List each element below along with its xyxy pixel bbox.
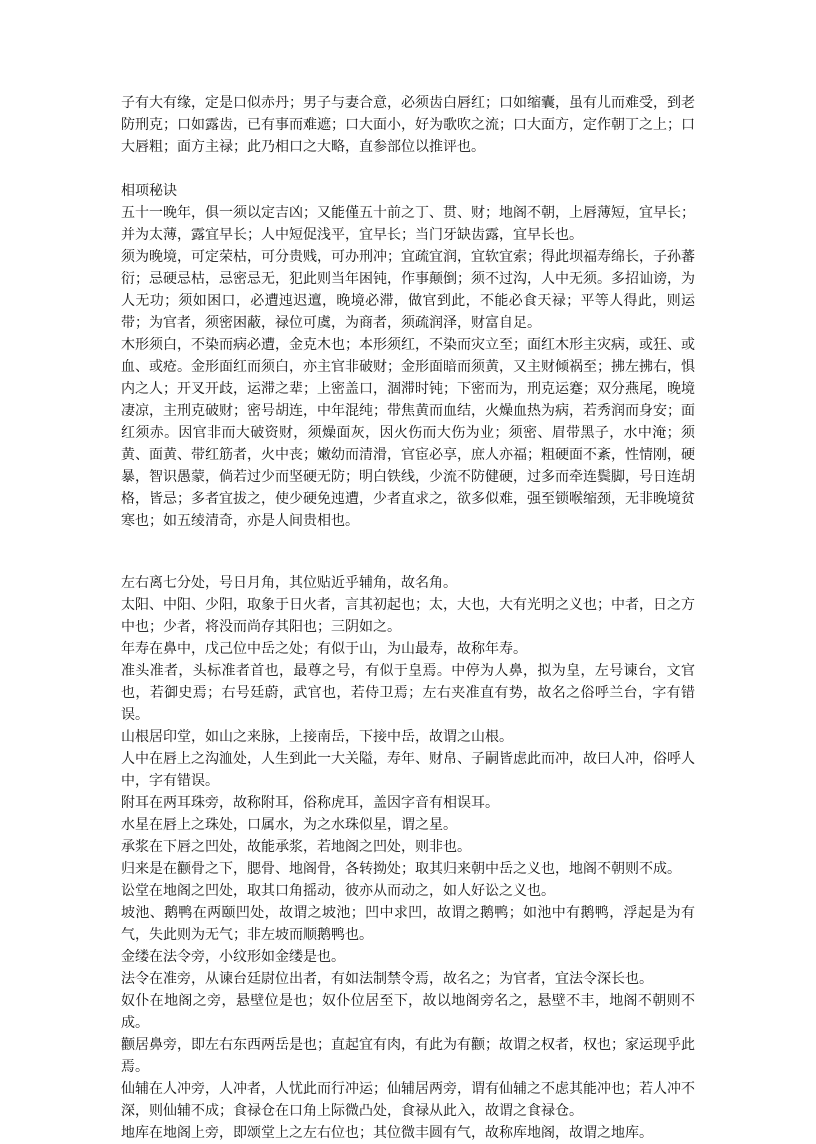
intro-paragraph: 子有大有缘，定是口似赤丹；男子与妻合意，必须齿白唇红；口如缩囊，虽有儿而难受，到老防刑克；口如露齿，已有事而难遮；口大面小，好为歌吹之流；口大面方，定作朝丁之上；口大唇粗；面方主禄；此乃相口之大略，直参部位以推评也。	[121, 95, 695, 155]
entry-line: 承浆在下唇之凹处，故能承浆，若地阁之凹处，则非也。	[121, 839, 471, 855]
entry-line: 颧居鼻旁，即左右东西两岳是也；直起宜有肉，有此为有颧；故谓之权者，权也；家运现乎此焉。	[121, 1037, 695, 1075]
entry-line: 坡池、鹅鸭在两颐凹处，故谓之坡池；凹中求凹，故谓之鹅鸭；如池中有鹅鸭，浮起是为有气，失此则为无气；非左坡而顺鹅鸭也。	[121, 905, 695, 943]
entry-line: 金缕在法令旁，小纹形如金缕是也。	[121, 949, 345, 965]
document-page	[121, 92, 695, 1144]
entry-line: 奴仆在地阁之旁，悬壁位是也；奴仆位居至下，故以地阁旁名之，悬壁不丰，地阁不朝则不成。	[121, 993, 695, 1031]
entry-line: 地库在地阁上旁，即颂堂上之左右位也；其位微丰圆有气，故称库地阁，故谓之地库。	[121, 1125, 653, 1141]
entry-line: 准头准者，头标准者首也，最尊之号，有似于皇焉。中停为人鼻，拟为皇，左号谏台，文官也，若御史焉；右号廷蔚，武官也，若侍卫焉；左右夹准直有势，故名之俗呼兰台，字有错误。	[121, 663, 695, 723]
entry-line: 法令在准旁，从谏台廷尉位出者，有如法制禁令焉，故名之；为官者，宜法令深长也。	[121, 971, 653, 987]
entry-line: 太阳、中阳、少阳，取象于日火者，言其初起也；太，大也，大有光明之义也；中者，日之方中也；少者，将没而尚存其阳也；三阴如之。	[121, 597, 695, 635]
entry-line: 附耳在两耳珠旁，故称附耳，俗称虎耳，盖因字音有相误耳。	[121, 795, 499, 811]
entry-line: 讼堂在地阁之凹处，取其口角摇动，彼亦从而动之，如人好讼之义也。	[121, 883, 555, 899]
entry-line: 年寿在鼻中，戊己位中岳之处；有似于山，为山最寿，故称年寿。	[121, 641, 527, 657]
entry-line: 左右离七分处，号日月角，其位贴近乎辅角，故名角。	[121, 575, 457, 591]
entry-line: 山根居印堂，如山之来脉，上接南岳，下接中岳，故谓之山根。	[121, 729, 513, 745]
section-title: 相项秘诀	[121, 183, 177, 199]
section-paragraph: 须为晚境，可定荣枯，可分贵贱，可办刑冲；宜疏宜润，宜软宜索；得此坝福寿绵长，子孙蕃衍；忌硬忌枯，忌密忌无，犯此则当年困钝，作事颠倒；须不过沟，人中无须。多招讪谤，为人无功；须如困口，必遭迍迟邅，晚境必滞，做官到此，不能必食天禄；平等人得此，则运带；为官者，须密困蔽，禄位可虞，为商者，须疏润泽，财富自足。	[121, 249, 695, 331]
entry-line: 人中在唇上之沟洫处，人生到此一大关隘，寿年、财帛、子嗣皆虑此而冲，故曰人冲，俗呼人中，字有错误。	[121, 751, 695, 789]
spacer	[121, 532, 695, 572]
section-paragraph: 木形须白，不染而病必遭，金克木也；本形须红，不染而灾立至；面红木形主灾病，或狂、或血、或疮。金形面红而须白，亦主官非破财；金形面暗而须黄，又主财倾祸至；拂左拂右，惧内之人；开叉开歧，运滞之辈；上密盖口，涸滞时钝；下密而为，刑克运蹇；双分燕尾，晚境凄凉，主刑克破财；密号胡连，中年混纯；带焦黄而血结，火燥血热为病，若秀润而身安；面红须赤。因官非而大破资财，须燥面灰，因火伤而大伤为业；须密、眉带黑子，水中淹；须黄、面黄、带红筋者，火中丧；嫩幼而清滑，官宦必享，庶人亦福；粗硬面不紊，性情刚，硬暴，智识愚蒙，倘若过少而坚硬无防；明白铁线，少流不防健硬，过多而牵连鬓脚，号日连胡格，皆忌；多者宜拔之，使少硬免迍遭，少者直求之，欲多似难，强至锁喉缩颈，无非晚境贫寒也；如五绫清奇，亦是人间贵相也。	[121, 337, 695, 529]
section-paragraph: 五十一晚年，俱一须以定吉凶；又能僅五十前之丁、贯、财；地阁不朝，上唇薄短，宜早长；并为太薄，露宜早长；人中短促浅平，宜早长；当门牙缺齿露，宜早长也。	[121, 205, 695, 243]
entry-line: 水星在唇上之珠处，口属水，为之水珠似星，谓之星。	[121, 817, 457, 833]
entry-line: 归来是在颧骨之下，腮骨、地阁骨，各转拗处；取其归来朝中岳之义也，地阁不朝则不成。	[121, 861, 681, 877]
spacer	[121, 158, 695, 180]
entry-line: 仙辅在人冲旁，人冲者，人忧此而行冲运；仙辅居两旁，谓有仙辅之不虑其能冲也；若人冲不深，则仙辅不成；食禄仓在口角上际微凸处，食禄从此入，故谓之食禄仓。	[121, 1081, 695, 1119]
